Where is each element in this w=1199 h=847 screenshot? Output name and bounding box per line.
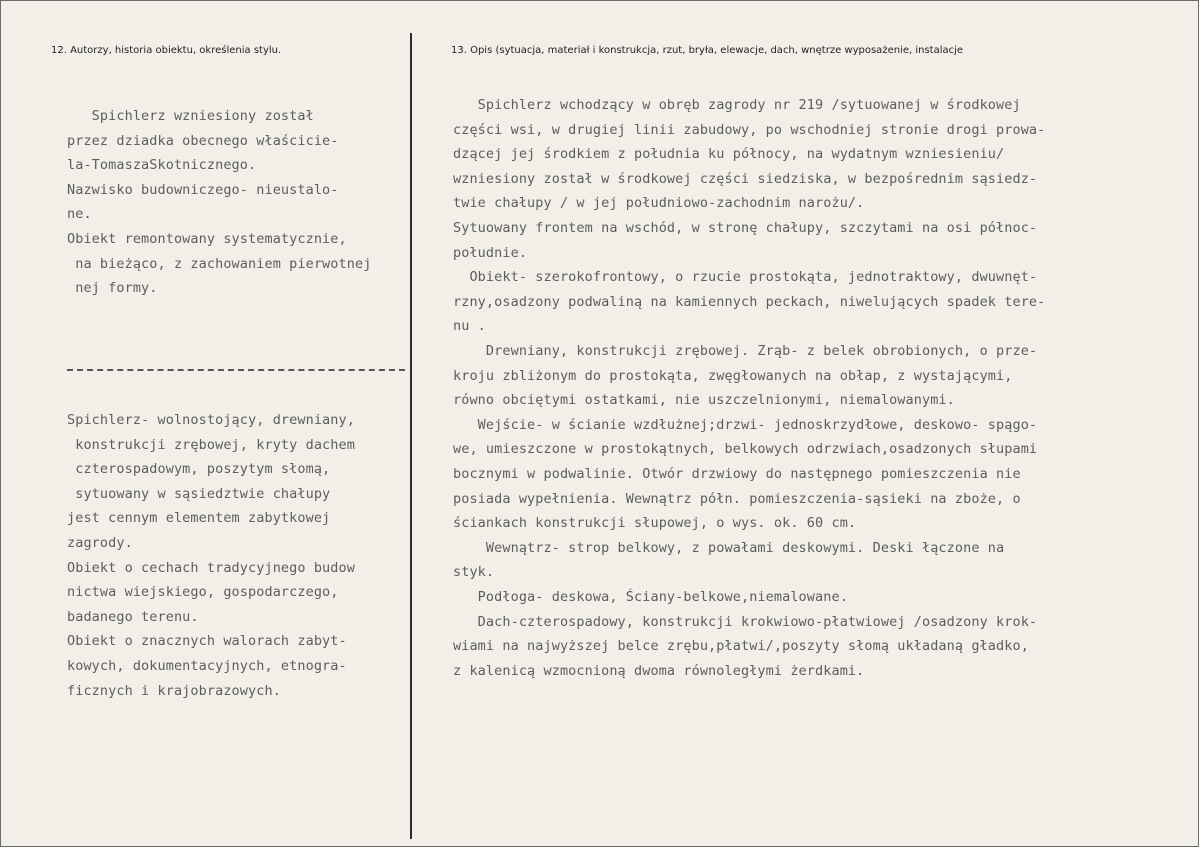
text-line: czterospadowym, poszytym słomą, [67,461,331,478]
text-line: Spichlerz wchodzący w obręb zagrody nr 219 /sytuowanej w środkowej [453,97,1021,113]
text-line: Obiekt o znacznych walorach zabyt- [67,633,347,650]
text-line: jest cennym elementem zabytkowej [67,510,331,527]
text-line: konstrukcji zrębowej, kryty dachem [67,436,355,453]
text-line: przez dziadka obecnego właściciе- [67,132,339,149]
text-line: nej formy. [67,280,158,297]
text-line: badanego terenu. [67,608,199,625]
text-line: ściankach konstrukcji słupowej, o wys. ok. 60 cm. [453,515,857,532]
text-line: ne. [67,206,92,223]
text-line: we, umieszczone w prostokątnych, belkowych odrzwiach,osadzonych słupami [453,441,1038,458]
text-line: wiami na najwyższej belce zrębu,płatwi/,poszyty słomą układaną gładko, [453,638,1029,655]
text-line: la-TomaszaSkotnicznego. [67,157,257,174]
text-line: Spichlerz- wolnostojący, drewniany, [67,412,355,428]
text-line: Wejście- w ścianie wzdłużnej;drzwi- jednoskrzydłowe, deskowo- spągo- [453,416,1038,433]
text-line: Podłoga- deskowa, Ściany-belkowe,niemalowane. [453,589,848,605]
text-line: kowych, dokumentacyjnych, etnogra- [67,658,347,674]
section-13-heading: 13. Opis (sytuacja, materiał i konstrukcja, rzut, bryła, elewacje, dach, wnętrze wyposażenie, instalacje [451,45,964,56]
text-line: zagrody. [67,535,133,551]
text-line: bocznymi w podwalinie. Otwór drzwiowy do następnego pomieszczenia nie [453,466,1021,482]
text-line: dzącej jej środkiem z południa ku północy, na wydatnym wzniesieniu/ [453,146,1005,163]
column-divider [410,33,412,839]
text-line: rzny,osadzony podwaliną na kamiennych peckach, niwelujących spadek tere- [453,293,1046,310]
text-line: Wewnątrz- strop belkowy, z powałami deskowymi. Deski łączone na [453,539,1005,556]
text-line: Obiekt remontowany systematycznie, [67,231,347,247]
text-line: nictwa wiejskiego, gospodarczego, [67,584,339,601]
text-line: kroju zbliżonym do prostokąta, zwęgłowanych na obłap, z wystającymi, [453,367,1013,384]
text-line: Drewniany, konstrukcji zrębowej. Zrąb- z belek obrobionych, o prze- [453,343,1038,359]
text-line: Sytuowany frontem na wschód, w stronę chałupy, szczytami na osi północ- [453,220,1038,236]
section-12-heading: 12. Autorzy, historia obiektu, określenia stylu. [51,45,282,56]
text-line: styk. [453,564,495,581]
text-line: sytuowany w sąsiedztwie chałupy [67,485,331,502]
dashed-separator [67,369,405,371]
text-line: Obiekt o cechach tradycyjnego budow [67,559,355,576]
text-line: części wsi, w drugiej linii zabudowy, po wschodniej stronie drogi prowa- [453,121,1046,138]
text-line: południe. [453,244,528,261]
text-line: ficznych i krajobrazowych. [67,682,281,699]
text-line: z kalenicą wzmocnioną dwoma równoległymi żerdkami. [453,662,865,679]
text-line: Obiekt- szerokofrontowy, o rzucie prostokąta, jednotraktowy, dwuwnęt- [453,269,1038,286]
text-line: twie chałupy / w jej południowo-zachodnim narożu/. [453,195,865,212]
text-line: nu . [453,318,486,335]
text-line: Spichlerz wzniesiony został [67,108,314,124]
text-line: równo obciętymi ostatkami, nie uszczelnionymi, niemalowanymi. [453,392,955,409]
text-line: wzniesiony został w środkowej części siedziska, w bezpośrednim sąsiedz- [453,170,1038,187]
text-line: Dach-czterospadowy, konstrukcji krokwiowo-płatwiowej /osadzony krok- [453,613,1038,630]
text-line: na bieżąco, z zachowaniem pierwotnej [67,255,372,272]
text-line: Nazwisko budowniczego- nieustalo- [67,181,339,198]
text-line: posiada wypełnienia. Wewnątrz półn. pomieszczenia-sąsieki na zboże, o [453,490,1021,507]
